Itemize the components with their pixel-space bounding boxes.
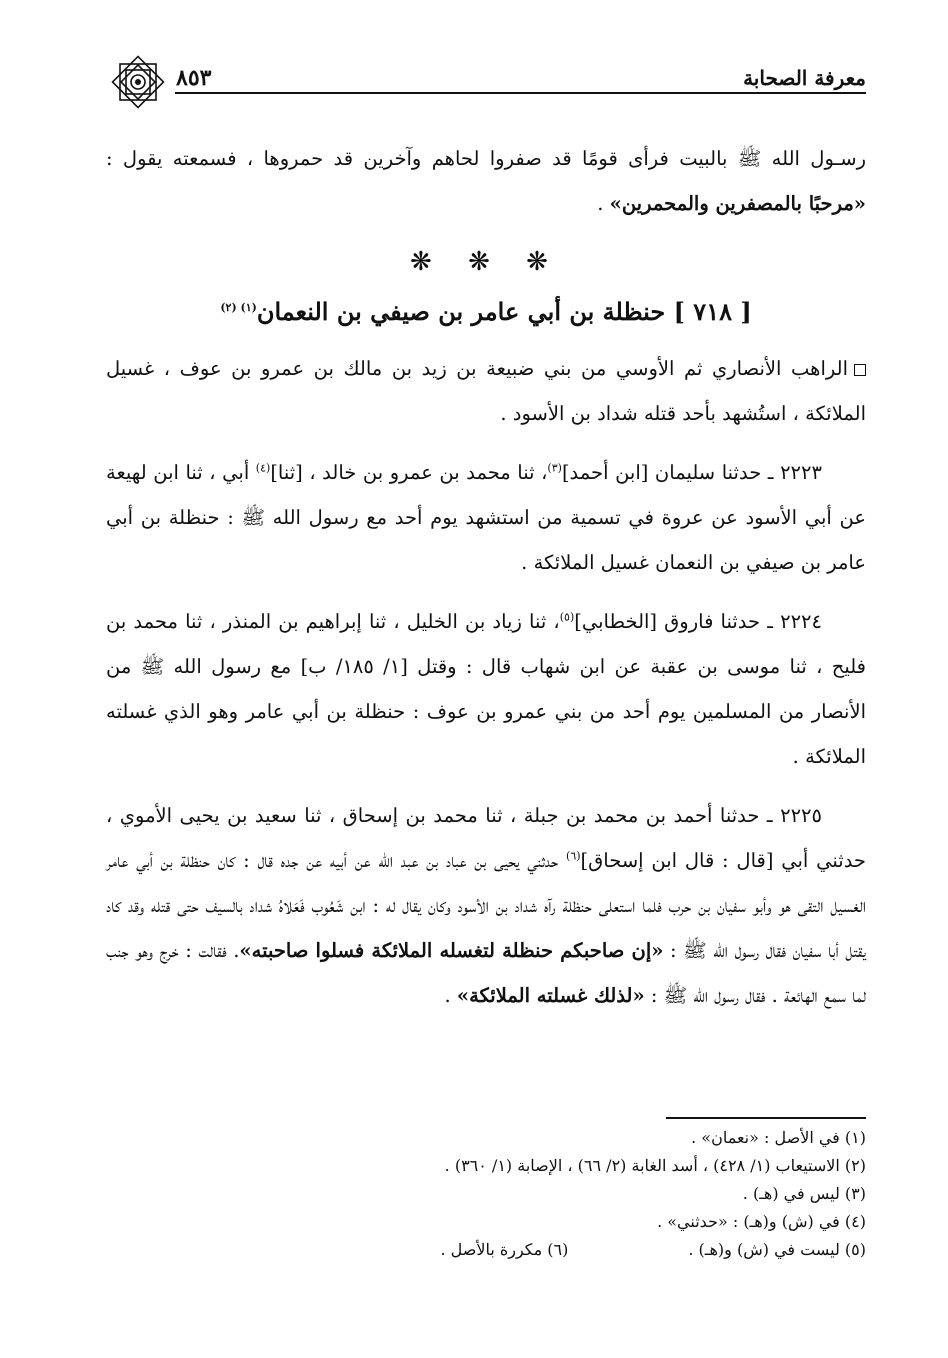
page-header: [106, 52, 866, 104]
entry-name: حنظلة بن أبي عامر بن صيفي بن النعمان: [256, 297, 666, 326]
hadith-text: . فقالت : خرج وهو جنب لما سمع الهائعة . فقال رسول الله ﷺ :: [106, 939, 866, 1007]
octagram-ornament-icon: [106, 50, 170, 114]
page-number: ٨٥٣: [176, 65, 212, 91]
header-rule: [175, 92, 866, 94]
footnote-rule: [666, 1117, 866, 1119]
main-text: [106, 136, 866, 1032]
intro-quote: «مرحبًا بالمصفرين والمحمرين»: [609, 192, 866, 215]
entry-number: ٧١٨: [693, 297, 732, 326]
section-separator: ❋ ❋ ❋: [410, 247, 562, 277]
page-number-area: [106, 42, 211, 114]
prophetic-quote: «إن صاحبكم حنظلة لتغسله الملائكة فسلوا صاحبته»: [239, 939, 664, 962]
footnote-4: (٤) في (ش) و(هـ) : «حدثني» .: [657, 1212, 866, 1231]
footnote-3: (٣) ليس في (هـ) .: [742, 1184, 866, 1203]
hadith-2225: [106, 793, 866, 1018]
entry-bracket-open: [: [740, 297, 752, 326]
entry-bio: الراهب الأنصاري ثم الأوسي من بني ضبيعة بن زيد بن مالك بن عمرو بن عوف ، غسيل الملائكة ، استُشهد بأحد قتله شداد بن الأسود .: [106, 357, 866, 425]
hadith-2224: [106, 599, 866, 779]
footnote-6: (٦) مكررة بالأصل .: [440, 1240, 569, 1259]
hadith-text: ، ثنا زياد بن الخليل ، ثنا إبراهيم بن المنذر ، ثنا محمد بن فليح ، ثنا موسى بن عقبة عن ابن شهاب قال : وقتل [١/ ١٨٥/ ب] مع رسول الله ﷺ من الأنصار من المسلمين يوم أحد من بني عمرو بن عوف : حنظلة بن أبي عامر وهو الذي غسلته الملائكة .: [106, 610, 866, 768]
hadith-text: .: [444, 984, 457, 1007]
book-title: معرفة الصحابة: [743, 66, 866, 90]
square-marker-icon: [854, 364, 866, 376]
footnote-2: (٢) الاستيعاب (١/ ٤٢٨) ، أسد الغابة (٢/ ٦٦) ، الإصابة (١/ ٣٦٠) .: [444, 1156, 866, 1175]
entry-footnote-refs: (١) (٢): [220, 301, 257, 314]
footnote-ref: (٦): [566, 849, 581, 863]
footnote-1: (١) في الأصل : «نعمان» .: [691, 1128, 866, 1147]
hadith-text: أبي ، ثنا ابن لهيعة عن أبي الأسود عن عروة في تسمية من استشهد يوم أحد مع رسول الله ﷺ : حنظلة بن أبي عامر بن صيفي بن النعمان غسيل الملائكة .: [106, 461, 866, 574]
hadith-text: ٢٢٢٥ ـ حدثنا أحمد بن محمد بن جبلة ، ثنا محمد بن إسحاق ، ثنا سعيد بن يحيى الأموي ، حدثني أبي [قال : قال ابن إسحاق]: [106, 804, 866, 872]
hadith-text: حدثني يحيى بن عباد بن عبد الله عن أبيه عن جده قال : كان حنظلة بن أبي عامر الغسيل التقى هو وأبو سفيان بن حرب فلما استعلى حنظلة رآه شداد بن الأسود وكان يقال له : ابن شَعُوب فَعَلاهُ شداد بالسيف حتى قتله وقد كاد يقتل أبا سفيان فقال رسول الله ﷺ :: [106, 849, 866, 962]
hadith-text: ٢٢٢٣ ـ حدثنا سليمان [ابن أحمد]: [561, 461, 822, 484]
footnote-5: (٥) ليست في (ش) و(هـ) .: [688, 1240, 866, 1259]
entry-bracket-close: ]: [673, 297, 685, 326]
entry-bio-paragraph: [106, 346, 866, 436]
footnotes: [106, 1124, 866, 1264]
footnote-ref: (٤): [255, 461, 271, 475]
intro-paragraph: [106, 136, 866, 226]
hadith-text: ٢٢٢٤ ـ حدثنا فاروق [الخطابي]: [574, 610, 822, 633]
hadith-2223: [106, 450, 866, 585]
prophetic-quote: «لذلك غسلته الملائكة»: [456, 984, 645, 1007]
intro-end: .: [597, 192, 610, 215]
intro-text: رسـول الله ﷺ بالبيت فرأى قومًا قد صفروا لحاهم وآخرين قد حمروها ، فسمعته يقول :: [106, 147, 866, 170]
footnote-ref: (٥): [559, 610, 575, 624]
entry-heading: [106, 289, 866, 334]
footnote-ref: (٣): [547, 461, 562, 475]
hadith-text: ، ثنا محمد بن عمرو بن خالد ، [ثنا]: [270, 461, 548, 484]
